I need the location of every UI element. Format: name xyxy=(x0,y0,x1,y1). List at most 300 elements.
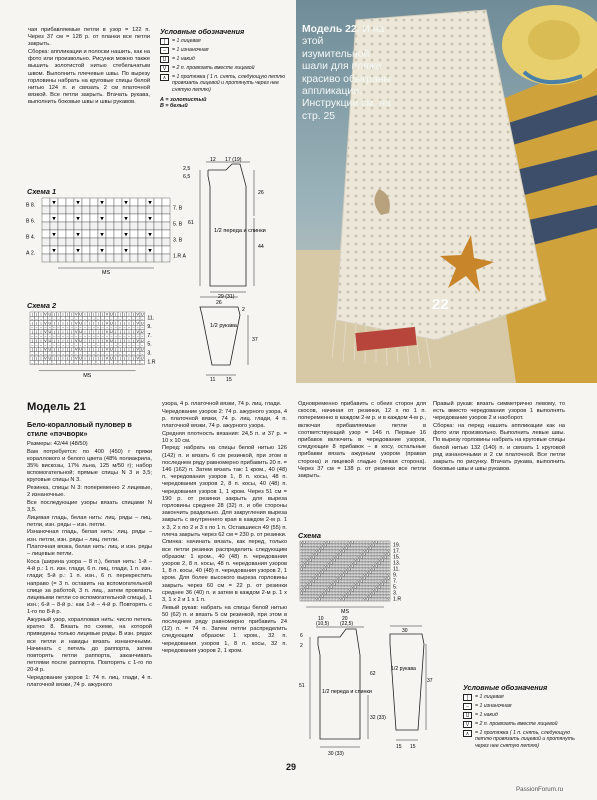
chart-glyph: | xyxy=(36,330,38,335)
chart-glyph: – xyxy=(44,316,47,321)
chart-glyph: – xyxy=(132,352,135,357)
chart-glyph: | xyxy=(307,544,308,548)
chart-glyph: | xyxy=(88,330,90,335)
chart-glyph: | xyxy=(328,571,329,575)
chart-glyph: V xyxy=(136,356,140,361)
chart-cell xyxy=(58,222,66,230)
pf-dim-width: 29 (31) xyxy=(218,294,235,300)
chart-glyph: | xyxy=(307,550,308,554)
chart-glyph: V xyxy=(306,559,309,563)
chart-cell xyxy=(162,238,170,246)
chart-glyph: | xyxy=(301,571,302,575)
chart-glyph: | xyxy=(325,595,326,599)
chart-glyph: | xyxy=(367,589,368,593)
chart-glyph: ▾ xyxy=(100,247,104,255)
chart-glyph: | xyxy=(370,583,371,587)
chart-glyph: U xyxy=(312,556,315,560)
chart-glyph: U xyxy=(363,577,366,581)
column-3-text xyxy=(298,401,426,481)
chart-glyph: U xyxy=(324,544,327,548)
chart-glyph: | xyxy=(304,580,305,584)
chart-glyph: | xyxy=(361,598,362,602)
k2tog-symbol-icon: V xyxy=(160,65,169,72)
chart-glyph: | xyxy=(334,562,335,566)
chart-glyph: V xyxy=(136,347,140,352)
legend-bottom-item-k2tog: V = 2 п. провязать вместе лицевой xyxy=(463,721,585,728)
chart-glyph: | xyxy=(340,541,341,545)
chart-cell xyxy=(130,246,138,254)
chart-glyph: | xyxy=(84,338,86,343)
legend-top xyxy=(160,27,290,109)
chart-glyph: | xyxy=(352,595,353,599)
pattern-front-bottom xyxy=(298,615,384,765)
chart-glyph: – xyxy=(79,325,82,330)
chart-glyph: | xyxy=(128,330,130,335)
chart-cell xyxy=(154,238,162,246)
chart-glyph: – xyxy=(101,360,104,365)
chart-glyph: | xyxy=(385,559,386,563)
chart-glyph: | xyxy=(337,565,338,569)
chart-glyph: – xyxy=(75,343,78,348)
chart-glyph: U xyxy=(354,586,357,590)
ps-dim-top: 26 xyxy=(216,300,222,306)
schema3-title: Схема xyxy=(298,531,321,540)
chart-glyph: V xyxy=(318,547,321,551)
chart-glyph: | xyxy=(337,589,338,593)
chart-glyph: | xyxy=(352,598,353,602)
ps-dim-cuff2: 15 xyxy=(226,377,232,383)
chart-glyph: – xyxy=(39,325,43,330)
chart-glyph: | xyxy=(310,541,311,545)
chart-glyph: | xyxy=(373,562,374,566)
chart-glyph: | xyxy=(334,571,335,575)
chart-cell xyxy=(146,238,154,246)
chart-glyph: | xyxy=(358,541,359,545)
chart-glyph: | xyxy=(385,571,386,575)
chart-glyph: – xyxy=(123,343,126,348)
chart-glyph: | xyxy=(124,321,126,326)
yarnover-symbol-icon: U xyxy=(463,712,472,719)
chart-cell xyxy=(82,238,90,246)
chart-glyph: | xyxy=(310,595,311,599)
chart-glyph: | xyxy=(334,541,335,545)
chart-glyph: | xyxy=(328,550,329,554)
chart-cell xyxy=(82,230,90,238)
chart-glyph: | xyxy=(124,312,126,317)
chart-glyph: | xyxy=(304,556,305,560)
chart-glyph: U xyxy=(110,338,113,343)
chart-glyph: | xyxy=(316,586,317,590)
chart-glyph: – xyxy=(132,360,135,365)
chart-glyph: | xyxy=(325,550,326,554)
chart-glyph: | xyxy=(310,565,311,569)
chart-glyph: U xyxy=(333,559,336,563)
chart-glyph: | xyxy=(367,583,368,587)
chart-glyph: | xyxy=(388,541,389,545)
chart-glyph: ▾ xyxy=(124,247,128,255)
chart-cell xyxy=(74,238,82,246)
chart-glyph: – xyxy=(88,360,91,365)
chart-glyph: | xyxy=(346,553,347,557)
chart-glyph: V xyxy=(136,321,140,326)
chart-glyph: – xyxy=(70,352,73,357)
chart-glyph: | xyxy=(385,550,386,554)
chart-glyph: | xyxy=(304,559,305,563)
chart-glyph: – xyxy=(39,352,43,357)
chart-glyph: | xyxy=(301,574,302,578)
chart-glyph: ▾ xyxy=(52,247,56,255)
chart-glyph: | xyxy=(325,586,326,590)
chart-glyph: | xyxy=(352,583,353,587)
garter-text: Платочная вязка, белая нить: лиц. и изн. ряды – лицевые петли. xyxy=(27,544,152,558)
chart-glyph: | xyxy=(343,577,344,581)
chart-glyph: V xyxy=(105,347,109,352)
chart-glyph: | xyxy=(382,544,383,548)
chart-glyph: U xyxy=(140,330,144,335)
chart-glyph: | xyxy=(331,589,332,593)
chart-glyph: | xyxy=(388,580,389,584)
chart-glyph: | xyxy=(373,571,374,575)
chart-glyph: | xyxy=(346,580,347,584)
chart-cell xyxy=(162,206,170,214)
column-4-text xyxy=(433,401,565,474)
chart-glyph: | xyxy=(53,321,55,326)
chart-glyph: | xyxy=(304,583,305,587)
chart-glyph: | xyxy=(379,541,380,545)
chart-glyph: U xyxy=(381,559,384,563)
chart-glyph: | xyxy=(310,571,311,575)
chart-glyph: | xyxy=(352,556,353,560)
chart-glyph: | xyxy=(379,550,380,554)
chart-glyph: – xyxy=(44,343,47,348)
chart-glyph: – xyxy=(88,325,91,330)
chart-glyph: | xyxy=(66,330,68,335)
chart-glyph: V xyxy=(312,577,315,581)
chart-glyph: V xyxy=(105,312,109,317)
pattern-sequence-1-text: Чередование узоров 1: 74 п. лиц. глади, 4 п. платочной вязки, 74 р. ажурного xyxy=(27,675,152,689)
chart-glyph: U xyxy=(381,583,384,587)
chart-glyph: | xyxy=(132,312,134,317)
chart-glyph: | xyxy=(316,583,317,587)
chart-glyph: | xyxy=(40,347,42,352)
chart-glyph: | xyxy=(364,580,365,584)
chart-glyph: | xyxy=(346,541,347,545)
column-1-text xyxy=(27,441,152,690)
chart-glyph: | xyxy=(349,583,350,587)
chart-glyph: | xyxy=(370,550,371,554)
chart-glyph: | xyxy=(310,547,311,551)
chart-glyph: | xyxy=(307,592,308,596)
chart-glyph: | xyxy=(334,598,335,602)
chart-glyph: V xyxy=(74,312,78,317)
photo-caption xyxy=(302,24,392,123)
chart-glyph: U xyxy=(339,553,342,557)
chart-glyph: | xyxy=(361,583,362,587)
chart-glyph: | xyxy=(376,571,377,575)
chart-glyph: | xyxy=(301,547,302,551)
chart-cell xyxy=(114,238,122,246)
chart-glyph: V xyxy=(345,544,348,548)
chart-glyph: | xyxy=(40,356,42,361)
chart-glyph: | xyxy=(373,550,374,554)
chart-glyph: | xyxy=(388,544,389,548)
chart-glyph: – xyxy=(105,325,109,330)
chart-glyph: U xyxy=(333,583,336,587)
chart-glyph: | xyxy=(358,565,359,569)
chart-cell xyxy=(146,206,154,214)
chart-glyph: V xyxy=(342,547,345,551)
chart-glyph: | xyxy=(316,565,317,569)
chart-glyph: | xyxy=(310,598,311,602)
chart-glyph: | xyxy=(307,580,308,584)
chart-glyph: | xyxy=(36,338,38,343)
chart-glyph: | xyxy=(376,559,377,563)
chart-glyph: | xyxy=(364,571,365,575)
chart-glyph: – xyxy=(114,360,117,365)
chart-glyph: – xyxy=(35,360,38,365)
chart-glyph: | xyxy=(361,541,362,545)
gauge-text: Средняя плотность вязания: 24,5 п. и 37 р. = 10 х 10 см. xyxy=(162,430,287,444)
chart-cell xyxy=(82,198,90,206)
chart-glyph: V xyxy=(339,574,342,578)
chart-glyph: | xyxy=(373,577,374,581)
chart-glyph: | xyxy=(388,583,389,587)
chart-glyph: | xyxy=(124,330,126,335)
chart-glyph: | xyxy=(337,595,338,599)
chart-glyph: | xyxy=(97,356,99,361)
chart-glyph: | xyxy=(355,550,356,554)
front-text: Перед: набрать на спицы белой нитью 126 (142) п. и вязать 6 см резинкой, при этом в последнем ряду равномерно прибавить 20 п. = 146 (162) п. Затем вязать так: 1 кром., 40 (48) п. чередования узоров 1, 8 п. косы, 48 п. чередования узоров 2, 8 п. косы, 40 (48) п. чередования узоров 1, 1 кром. Через 51 см = 190 р. от резинки закрыть для выреза горловины среднее 28 (32) п. и обе стороны закончить раздельно. Для закругления выреза закрыть с внутреннего края в каждом 2-м р. 1 х 3, 2 х по 2 и 3 х по 1 п. Оставшиеся 49 (55) п. плеча закрыть через 62 см = 230 р. от резинки. xyxy=(162,445,287,538)
chart-glyph: | xyxy=(385,589,386,593)
chart-glyph: V xyxy=(315,574,318,578)
chart-glyph: V xyxy=(136,330,140,335)
col2-para-1: узора, 4 р. платочной вязки, 74 р. лиц. глади. xyxy=(162,401,282,407)
chart-glyph: | xyxy=(31,356,33,361)
chart-row-label: 3. xyxy=(393,590,398,597)
chart-glyph: | xyxy=(334,544,335,548)
chart-glyph: | xyxy=(388,568,389,572)
chart-row-label: 9. xyxy=(393,572,398,579)
chart-glyph: | xyxy=(325,559,326,563)
chart-cell xyxy=(74,206,82,214)
chart-glyph: – xyxy=(66,360,69,365)
chart-glyph: | xyxy=(337,583,338,587)
chart-glyph: | xyxy=(355,565,356,569)
chart-glyph: | xyxy=(102,356,104,361)
legend-top-item-purl: – = 1 изнаночная xyxy=(160,47,290,54)
chart-glyph: | xyxy=(337,571,338,575)
chart-glyph: | xyxy=(343,592,344,596)
chart-glyph: | xyxy=(382,568,383,572)
chart-glyph: | xyxy=(361,589,362,593)
chart-glyph: | xyxy=(355,589,356,593)
right-sleeve-text: Правый рукав: вязать симметрично левому, то есть вместо чередования узоров 1 выполнять чередование узоров 2 и наоборот. xyxy=(433,401,565,422)
chart-cell xyxy=(58,206,66,214)
chart-cell xyxy=(66,246,74,254)
chart-glyph: – xyxy=(39,360,43,365)
chart-glyph: | xyxy=(379,574,380,578)
chart-glyph: V xyxy=(351,562,354,566)
chart-glyph: U xyxy=(348,544,351,548)
chart-glyph: ▾ xyxy=(124,199,128,207)
chart-glyph: – xyxy=(31,343,34,348)
chart-cell xyxy=(146,254,154,262)
chart-glyph: – xyxy=(31,325,34,330)
chart-glyph: U xyxy=(303,589,306,593)
chart-cell xyxy=(154,198,162,206)
chart-cell xyxy=(130,238,138,246)
chart-glyph: | xyxy=(364,589,365,593)
chart-glyph: U xyxy=(363,553,366,557)
chart-glyph: – xyxy=(119,360,122,365)
chart-glyph: | xyxy=(88,321,90,326)
chart-glyph: | xyxy=(331,568,332,572)
chart-cell xyxy=(130,198,138,206)
chart-glyph: | xyxy=(128,321,130,326)
chart-glyph: – xyxy=(31,316,34,321)
chart-glyph: | xyxy=(340,565,341,569)
chart-glyph: | xyxy=(373,553,374,557)
chart-glyph: | xyxy=(71,338,73,343)
chart-glyph: | xyxy=(379,565,380,569)
chart-glyph: | xyxy=(331,598,332,602)
chart-cell xyxy=(98,254,106,262)
chart-glyph: U xyxy=(336,580,339,584)
chart-glyph: | xyxy=(313,550,314,554)
chart-glyph: | xyxy=(40,338,42,343)
pf2-dim-4: (22,5) xyxy=(340,621,354,627)
chart-glyph: – xyxy=(141,325,144,330)
chart-glyph: V xyxy=(369,568,372,572)
chart-glyph: | xyxy=(115,330,117,335)
chart-glyph: – xyxy=(92,352,95,357)
chart-glyph: | xyxy=(340,595,341,599)
chart-row-label: 5. xyxy=(393,584,398,591)
chart-cell xyxy=(138,206,146,214)
chart-glyph: V xyxy=(318,571,321,575)
chart-glyph: U xyxy=(303,565,306,569)
chart-glyph: U xyxy=(110,312,113,317)
chart-glyph: U xyxy=(375,589,378,593)
chart-glyph: V xyxy=(369,592,372,596)
chart-glyph: | xyxy=(331,541,332,545)
chart-glyph: | xyxy=(334,595,335,599)
chart-glyph: V xyxy=(44,312,47,317)
chart-glyph: V xyxy=(330,559,333,563)
chart-glyph: – xyxy=(132,325,135,330)
chart-glyph: U xyxy=(48,356,52,361)
chart-glyph: – xyxy=(31,334,34,339)
chart-glyph: | xyxy=(364,592,365,596)
chart-glyph: – xyxy=(136,352,139,357)
top-left-text xyxy=(28,27,150,107)
caption-text: И на этой изумительной шали для пляжа красиво обыграны аппликации. Инструкции см. на стр. 25 xyxy=(302,24,391,122)
chart-glyph: – xyxy=(114,334,117,339)
chart-glyph: | xyxy=(385,586,386,590)
chart-glyph: | xyxy=(367,559,368,563)
chart-glyph: | xyxy=(340,568,341,572)
chart-glyph: | xyxy=(301,595,302,599)
chart-glyph: | xyxy=(337,562,338,566)
chart-row-label: 1.R А xyxy=(173,253,186,260)
chart-glyph: V xyxy=(354,583,357,587)
chart-glyph: | xyxy=(328,568,329,572)
chart-cell xyxy=(42,222,50,230)
chart-glyph: | xyxy=(331,577,332,581)
chart-glyph: – xyxy=(141,334,144,339)
chart-glyph: | xyxy=(88,312,90,317)
chart-glyph: | xyxy=(379,589,380,593)
pf-label: 1/2 переда и спинки xyxy=(214,228,266,234)
chart-cell xyxy=(122,206,130,214)
chart-glyph: ▾ xyxy=(100,199,104,207)
chart-glyph: – xyxy=(127,352,131,357)
chart-glyph: U xyxy=(318,598,321,602)
chart-glyph: | xyxy=(355,571,356,575)
chart-glyph: V xyxy=(372,565,375,569)
chart-glyph: – xyxy=(39,334,43,339)
chart-glyph: | xyxy=(328,595,329,599)
yarnover-symbol-icon: U xyxy=(160,56,169,63)
chart-glyph: | xyxy=(349,586,350,590)
chart-glyph: | xyxy=(313,565,314,569)
chart-glyph: | xyxy=(364,568,365,572)
chart-glyph: | xyxy=(319,559,320,563)
chart-glyph: U xyxy=(348,592,351,596)
chart-glyph: | xyxy=(313,583,314,587)
chart-glyph: | xyxy=(385,544,386,548)
chart-glyph: – xyxy=(105,352,109,357)
chart-glyph: | xyxy=(382,562,383,566)
chart-glyph: | xyxy=(88,356,90,361)
chart-glyph: | xyxy=(313,541,314,545)
chart-cell xyxy=(130,222,138,230)
chart-glyph: | xyxy=(361,559,362,563)
chart-glyph: | xyxy=(124,347,126,352)
chart-glyph: – xyxy=(35,334,38,339)
lace-text: Ажурный узор, коралловая нить: число петель кратно 8. Вязать по схеме, на которой приведены только лицевые ряды. В изн. рядах все петли и накиды вязать изнаночными. Начинать с петель до раппорта, затем повторять петли раппорта, заканчивать петлями после раппорта. Повторять с 1-го по 20-й р. xyxy=(27,617,152,674)
chart-glyph: – xyxy=(48,360,51,365)
chart-glyph: | xyxy=(313,586,314,590)
chart-glyph: | xyxy=(36,321,38,326)
chart-glyph: – xyxy=(132,343,135,348)
schema1-chart xyxy=(26,196,186,278)
chart-glyph: | xyxy=(361,547,362,551)
chart-glyph: U xyxy=(336,556,339,560)
chart-glyph: | xyxy=(93,321,95,326)
chart-glyph: | xyxy=(358,577,359,581)
chart-glyph: | xyxy=(319,544,320,548)
chart-glyph: | xyxy=(58,321,60,326)
chart-glyph: | xyxy=(358,589,359,593)
chart-glyph: | xyxy=(382,577,383,581)
pattern-sleeve-top xyxy=(190,293,280,385)
chart-glyph: | xyxy=(304,595,305,599)
chart-glyph: V xyxy=(136,312,140,317)
chart-cell xyxy=(90,246,98,254)
pf2-dim-10: 30 (33) xyxy=(328,751,344,757)
chart-glyph: V xyxy=(384,577,387,581)
chart-glyph: | xyxy=(388,589,389,593)
chart-cell xyxy=(42,206,50,214)
chart-glyph: – xyxy=(92,325,95,330)
chart-glyph: | xyxy=(304,547,305,551)
chart-glyph: | xyxy=(319,562,320,566)
chart-glyph: | xyxy=(340,556,341,560)
chart-glyph: – xyxy=(48,334,51,339)
chart-glyph: U xyxy=(357,559,360,563)
chart-glyph: | xyxy=(388,595,389,599)
